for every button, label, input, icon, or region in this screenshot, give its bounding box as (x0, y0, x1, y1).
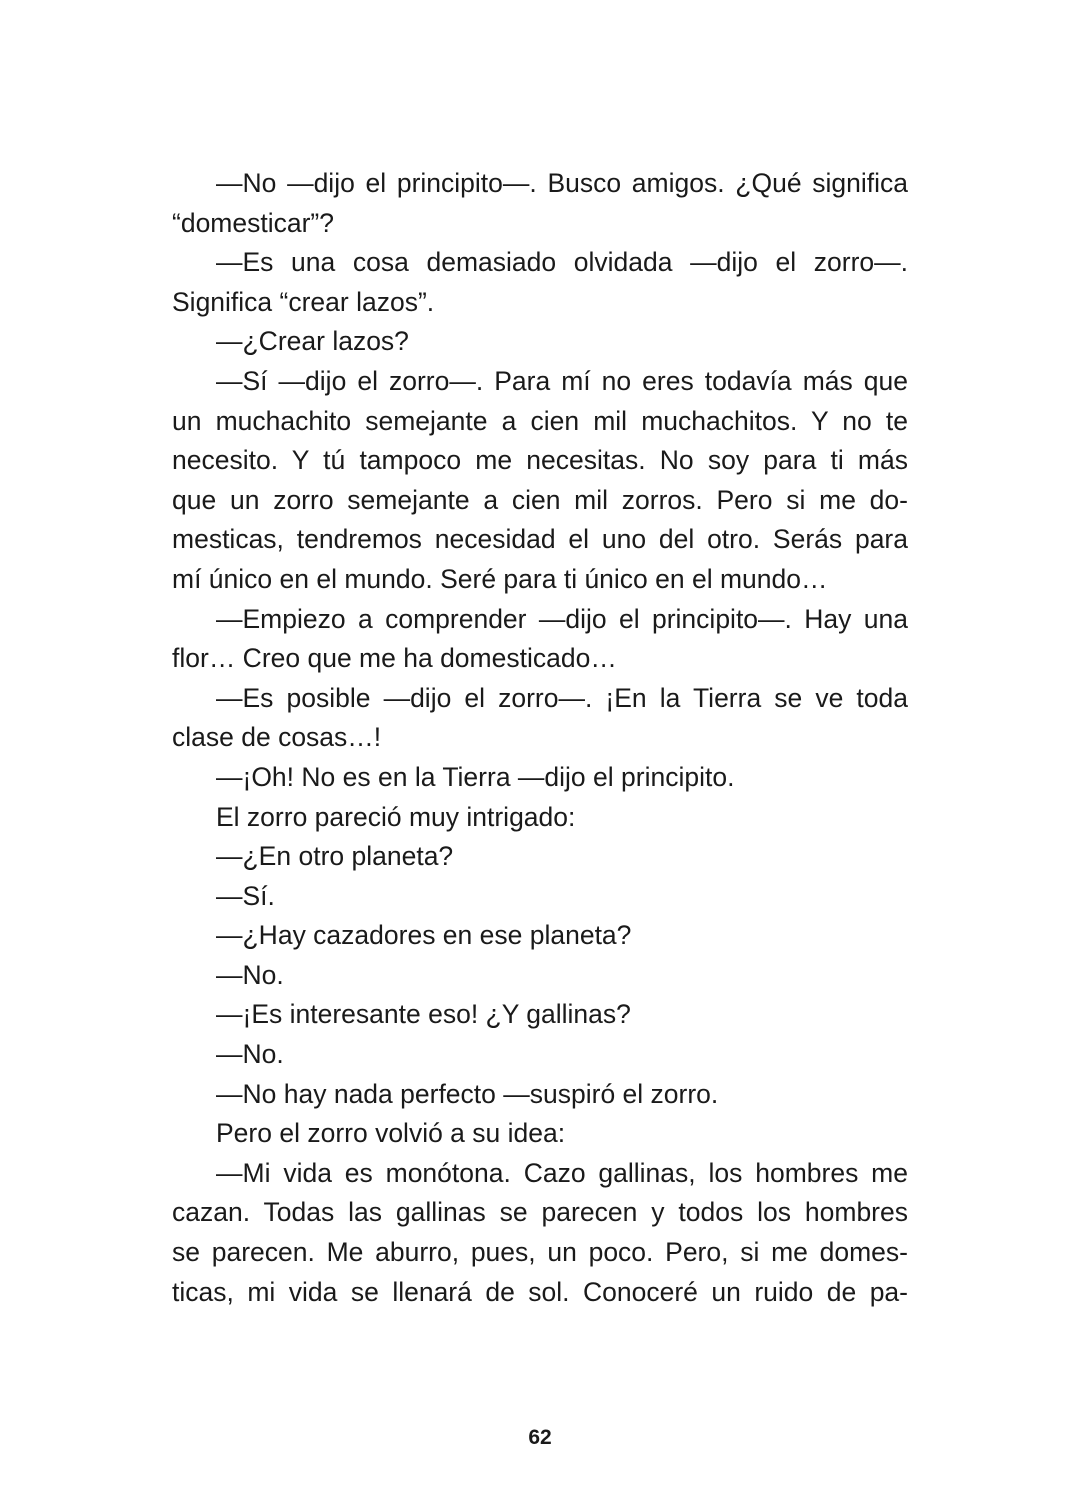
text-line: —¿Crear lazos? (216, 326, 409, 357)
text-line: —¿En otro planeta? (216, 841, 454, 872)
text-line: mesticas, tendremos necesidad el uno del otro. Serás para (172, 524, 908, 555)
text-line: necesito. Y tú tampoco me necesitas. No soy para ti más (172, 445, 908, 476)
text-line: —No. (216, 1039, 284, 1070)
text-line: —¡Oh! No es en la Tierra —dijo el principito. (216, 761, 735, 792)
text-line: cazan. Todas las gallinas se parecen y todos los hombres (172, 1197, 908, 1228)
text-line: —¡Es interesante eso! ¿Y gallinas? (216, 999, 631, 1030)
text-line: El zorro pareció muy intrigado: (216, 801, 576, 832)
text-line: —Mi vida es monótona. Cazo gallinas, los hombres me (216, 1157, 908, 1188)
text-line: ticas, mi vida se llenará de sol. Conoceré un ruido de pa- (172, 1276, 908, 1307)
text-line: —No hay nada perfecto —suspiró el zorro. (216, 1078, 719, 1109)
text-line: Significa “crear lazos”. (172, 286, 435, 317)
text-line: —¿Hay cazadores en ese planeta? (216, 920, 632, 951)
text-line: que un zorro semejante a cien mil zorros. Pero si me do- (172, 484, 908, 515)
text-line: clase de cosas…! (172, 722, 382, 753)
text-line: —Empiezo a comprender —dijo el principito—. Hay una (216, 603, 908, 634)
body-text (172, 164, 908, 1312)
text-line: “domesticar”? (172, 207, 334, 238)
text-line: mí único en el mundo. Seré para ti único en el mundo… (172, 563, 828, 594)
text-line: un muchachito semejante a cien mil muchachitos. Y no te (172, 405, 908, 436)
text-line: flor… Creo que me ha domesticado… (172, 643, 617, 674)
text-line: —Es posible —dijo el zorro—. ¡En la Tierra se ve toda (216, 682, 908, 713)
text-line: —Sí. (216, 880, 275, 911)
text-line: —No —dijo el principito—. Busco amigos. ¿Qué significa (216, 168, 908, 198)
text-line: —Sí —dijo el zorro—. Para mí no eres todavía más que (216, 365, 908, 396)
page-number: 62 (528, 1426, 552, 1449)
text-line: —No. (216, 959, 284, 990)
text-line: —Es una cosa demasiado olvidada —dijo el zorro—. (216, 247, 908, 278)
text-line: se parecen. Me aburro, pues, un poco. Pero, si me domes- (172, 1237, 908, 1268)
text-line: Pero el zorro volvió a su idea: (216, 1118, 566, 1149)
